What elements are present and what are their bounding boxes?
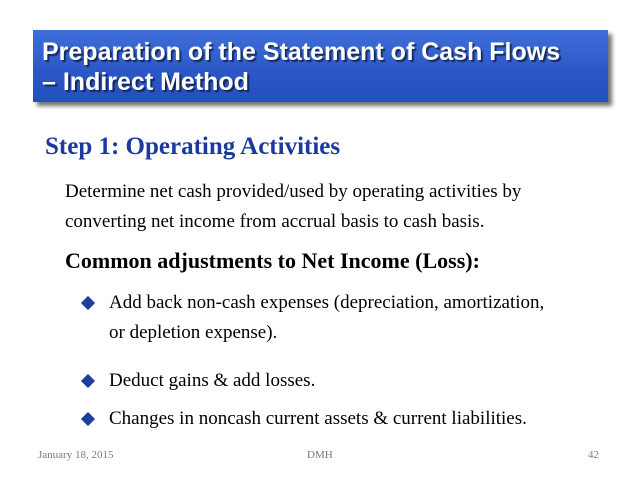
bullet-text-line-1: Changes in noncash current assets & current liabilities. [109, 408, 527, 429]
diamond-bullet-icon [81, 296, 95, 310]
intro-line-1: Determine net cash provided/used by operating activities by [65, 181, 522, 202]
diamond-bullet-icon [81, 412, 95, 426]
bullet-text-line-1: Add back non-cash expenses (depreciation, amortization, [109, 292, 545, 313]
slide-title-line-1: Preparation of the Statement of Cash Flows [42, 38, 561, 66]
list-item [83, 404, 603, 434]
step-heading: Step 1: Operating Activities [45, 133, 341, 160]
adjustments-heading: Common adjustments to Net Income (Loss): [65, 248, 480, 273]
bullet-text-line-1: Deduct gains & add losses. [109, 370, 316, 391]
bullet-text-line-2: or depletion expense). [109, 322, 278, 343]
footer-author: DMH [307, 449, 333, 461]
slide-title-line-2: – Indirect Method [42, 68, 249, 96]
list-item [83, 366, 603, 396]
slide-title-banner [33, 30, 608, 102]
list-item [83, 288, 603, 348]
footer-page-number: 42 [588, 449, 599, 461]
footer-date: January 18, 2015 [38, 449, 114, 461]
diamond-bullet-icon [81, 374, 95, 388]
intro-line-2: converting net income from accrual basis to cash basis. [65, 211, 485, 232]
intro-paragraph [65, 177, 605, 237]
